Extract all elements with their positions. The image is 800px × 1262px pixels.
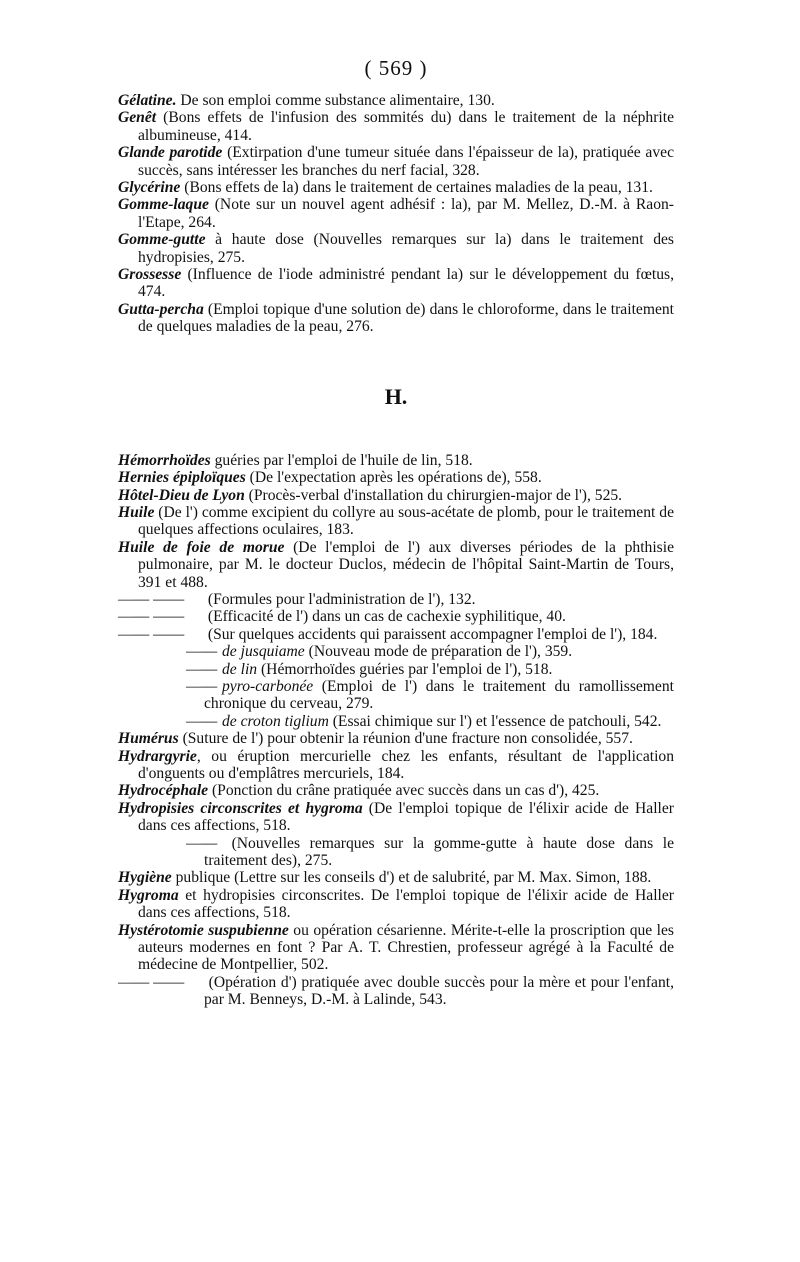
index-entry: Glycérine (Bons effets de la) dans le traitement de certaines maladies de la peau, 131. [118, 179, 653, 197]
index-entry: Huile (De l') comme excipient du collyre au sous-acétate de plomb, pour le traitement de quelques affections oculaires, 183. [118, 503, 674, 539]
index-list-h [118, 452, 674, 1009]
section-heading: H. [384, 383, 408, 409]
index-list-g [118, 92, 674, 336]
index-sub-entry: —— de croton tiglium (Essai chimique sur l') et l'essence de patchouli, 542. [186, 712, 662, 730]
index-entry: Humérus (Suture de l') pour obtenir la réunion d'une fracture non consolidée, 557. [118, 730, 633, 748]
index-entry: Hystérotomie suspubienne ou opération césarienne. Mérite-t-elle la proscription que les auteurs modernes en font ? Par A. T. Chrestien, professeur agrégé à la Faculté de médecine de Montpellier, 502. [118, 921, 674, 974]
page-number: ( 569 ) [364, 56, 428, 80]
index-sub-entry: —— de lin (Hémorrhoïdes guéries par l'emploi de l'), 518. [186, 660, 553, 678]
index-sub-entry: —— de jusquiame (Nouveau mode de préparation de l'), 359. [186, 643, 573, 661]
index-sub-entry: —— (Nouvelles remarques sur la gomme-gutte à haute dose dans le traitement des), 275. [186, 834, 674, 870]
index-entry: Gélatine. De son emploi comme substance alimentaire, 130. [118, 92, 495, 109]
index-sub-entry: —— —— (Efficacité de l') dans un cas de cachexie syphilitique, 40. [118, 608, 566, 626]
index-sub-entry: —— —— (Opération d') pratiquée avec double succès pour la mère et pour l'enfant, par M. Benneys, D.-M. à Lalinde, 543. [118, 973, 674, 1009]
index-sub-entry: —— —— (Sur quelques accidents qui paraissent accompagner l'emploi de l'), 184. [118, 625, 658, 643]
index-entry: Genêt (Bons effets de l'infusion des sommités du) dans le traitement de la néphrite albumineuse, 414. [118, 109, 674, 144]
index-entry: Hydrargyrie, ou éruption mercurielle chez les enfants, résultant de l'application d'onguents ou d'emplâtres mercuriels, 184. [118, 747, 674, 782]
index-sub-entry: —— —— (Formules pour l'administration de l'), 132. [118, 590, 476, 608]
index-entry: Gomme-gutte à haute dose (Nouvelles remarques sur la) dans le traitement des hydropisies, 275. [118, 231, 674, 266]
index-page [118, 56, 674, 1009]
index-entry: Hydropisies circonscrites et hygroma (De l'emploi topique de l'élixir acide de Haller dans ces affections, 518. [118, 799, 674, 835]
index-entry: Hydrocéphale (Ponction du crâne pratiquée avec succès dans un cas d'), 425. [118, 782, 600, 800]
index-entry: Huile de foie de morue (De l'emploi de l') aux diverses périodes de la phthisie pulmonaire, par M. le docteur Duclos, médecin de l'hôpital Saint-Martin de Tours, 391 et 488. [118, 538, 674, 591]
index-entry: Gomme-laque (Note sur un nouvel agent adhésif : la), par M. Mellez, D.-M. à Raon-l'Etape, 264. [118, 196, 674, 231]
index-entry: Gutta-percha (Emploi topique d'une solution de) dans le chloroforme, dans le traitement de quelques maladies de la peau, 276. [118, 300, 674, 336]
index-entry: Grossesse (Influence de l'iode administré pendant la) sur le développement du fœtus, 474. [118, 266, 674, 301]
index-entry: Hygiène publique (Lettre sur les conseils d') et de salubrité, par M. Max. Simon, 188. [118, 869, 652, 887]
index-entry: Hygroma et hydropisies circonscrites. De l'emploi topique de l'élixir acide de Haller dans ces affections, 518. [118, 886, 674, 922]
index-entry: Glande parotide (Extirpation d'une tumeur située dans l'épaisseur de la), pratiquée avec succès, sans intéresser les branches du nerf facial, 328. [118, 144, 674, 179]
index-entry: Hôtel-Dieu de Lyon (Procès-verbal d'installation du chirurgien-major de l'), 525. [118, 486, 623, 504]
index-entry: Hémorrhoïdes guéries par l'emploi de l'huile de lin, 518. [118, 451, 473, 469]
index-entry: Hernies épiploïques (De l'expectation après les opérations de), 558. [118, 469, 542, 487]
index-sub-entry: —— pyro-carbonée (Emploi de l') dans le traitement du ramollissement chronique du cerveau, 279. [186, 677, 674, 713]
